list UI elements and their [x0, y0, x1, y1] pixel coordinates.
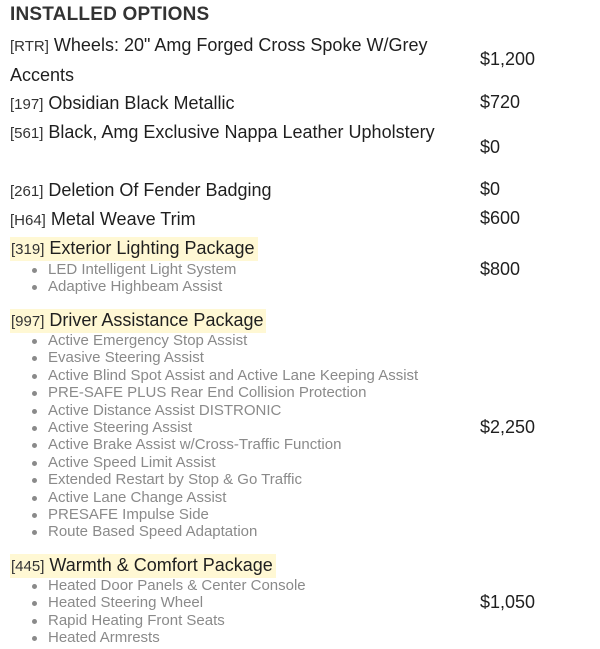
- list-item: Heated Steering Wheel: [32, 594, 306, 611]
- package-name: Driver Assistance Package: [49, 310, 264, 330]
- list-item: Route Based Speed Adaptation: [32, 523, 418, 540]
- option-code: [561]: [10, 125, 44, 142]
- feature-list: [32, 261, 236, 296]
- option-price: $1,200: [480, 49, 536, 69]
- list-item: Evasive Steering Assist: [32, 349, 418, 366]
- option-row: [10, 89, 590, 118]
- package-code: [445]: [11, 558, 45, 575]
- option-name: Black, Amg Exclusive Nappa Leather Upholstery: [48, 122, 435, 142]
- package-title: [10, 554, 276, 578]
- option-code: [RTR]: [10, 38, 49, 55]
- option-price: $720: [480, 92, 521, 112]
- option-row: [10, 31, 590, 89]
- list-item: LED Intelligent Light System: [32, 261, 236, 278]
- list-item: Adaptive Highbeam Assist: [32, 278, 236, 295]
- option-code: [197]: [10, 96, 44, 113]
- option-code: [H64]: [10, 212, 46, 229]
- list-item: Active Emergency Stop Assist: [32, 332, 418, 349]
- package-price: $1,050: [480, 592, 536, 612]
- option-name: Wheels: 20" Amg Forged Cross Spoke W/Grey Accents: [10, 35, 428, 85]
- list-item: Active Blind Spot Assist and Active Lane Keeping Assist: [32, 367, 418, 384]
- feature-list: [32, 577, 306, 647]
- list-item: Active Steering Assist: [32, 419, 418, 436]
- list-item: PRE-SAFE PLUS Rear End Collision Protection: [32, 384, 418, 401]
- package-title: [10, 309, 266, 333]
- package-code: [319]: [11, 241, 45, 258]
- option-price: $0: [480, 179, 501, 199]
- option-description: [10, 176, 455, 206]
- list-item: Active Brake Assist w/Cross-Traffic Function: [32, 436, 418, 453]
- package-row: [10, 309, 590, 547]
- option-name: Obsidian Black Metallic: [48, 93, 235, 113]
- option-description: [10, 205, 455, 235]
- option-description: [10, 118, 455, 148]
- list-item: Extended Restart by Stop & Go Traffic: [32, 471, 418, 488]
- option-price: $600: [480, 208, 521, 228]
- option-price: $0: [480, 137, 501, 157]
- option-code: [261]: [10, 183, 44, 200]
- package-title: [10, 237, 258, 261]
- package-price: $2,250: [480, 417, 536, 437]
- option-row: [10, 176, 590, 205]
- package-price: $800: [480, 259, 521, 279]
- list-item: Active Lane Change Assist: [32, 489, 418, 506]
- option-description: [10, 31, 455, 90]
- list-item: Heated Armrests: [32, 629, 306, 646]
- package-code: [997]: [11, 313, 45, 330]
- package-name: Warmth & Comfort Package: [49, 555, 273, 575]
- package-row: [10, 554, 590, 646]
- option-name: Metal Weave Trim: [50, 209, 196, 229]
- option-description: [10, 89, 455, 119]
- option-row: [10, 205, 590, 234]
- feature-list: [32, 332, 418, 541]
- list-item: PRESAFE Impulse Side: [32, 506, 418, 523]
- section-title: INSTALLED OPTIONS: [10, 4, 210, 25]
- list-item: Active Speed Limit Assist: [32, 454, 418, 471]
- list-item: Heated Door Panels & Center Console: [32, 577, 306, 594]
- list-item: Active Distance Assist DISTRONIC: [32, 402, 418, 419]
- package-name: Exterior Lighting Package: [49, 238, 255, 258]
- list-item: Rapid Heating Front Seats: [32, 612, 306, 629]
- package-row: [10, 237, 590, 299]
- option-row: [10, 118, 590, 176]
- option-name: Deletion Of Fender Badging: [48, 180, 272, 200]
